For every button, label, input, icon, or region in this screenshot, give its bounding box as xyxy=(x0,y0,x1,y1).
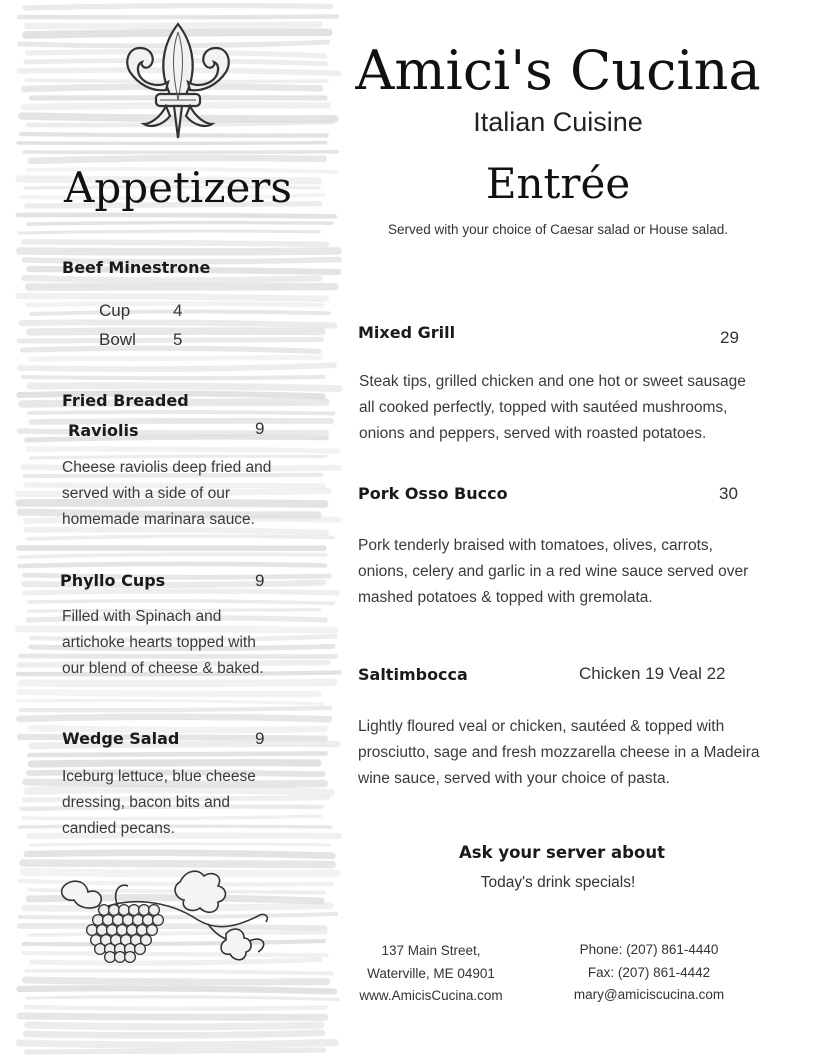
grape xyxy=(97,925,108,936)
scribble-stroke xyxy=(31,357,321,359)
saltimbocca-name: Saltimbocca xyxy=(358,665,468,684)
scribble-stroke xyxy=(24,591,337,593)
scribble-stroke xyxy=(23,348,319,351)
website-link[interactable]: www.AmicisCucina.com xyxy=(359,988,503,1003)
scribble-stroke xyxy=(29,601,333,604)
description-line: served with a side of our xyxy=(62,485,231,502)
scribble-stroke xyxy=(31,844,330,845)
bowl-label: Bowl xyxy=(99,330,136,349)
scribble-stroke xyxy=(20,365,334,369)
scribble-stroke xyxy=(24,278,319,280)
osso-bucco-price: 30 xyxy=(719,484,738,503)
entree-note: Served with your choice of Caesar salad or House salad. xyxy=(388,222,728,237)
description-line: candied pecans. xyxy=(62,820,175,837)
appetizers-heading: Appetizers xyxy=(64,163,292,212)
address-line: 137 Main Street, xyxy=(381,943,481,958)
specials-heading: Ask your server about xyxy=(459,843,665,862)
scribble-stroke xyxy=(27,853,332,856)
scribble-stroke xyxy=(25,6,330,8)
grape xyxy=(129,905,140,916)
scribble-stroke xyxy=(24,242,326,244)
wedge-salad-name: Wedge Salad xyxy=(62,729,180,748)
scribble-stroke xyxy=(28,536,334,539)
grape xyxy=(125,952,136,963)
description-line: artichoke hearts topped with xyxy=(62,634,256,651)
scribble-stroke xyxy=(28,223,332,224)
phone-number: Phone: (207) 861-4440 xyxy=(579,942,719,957)
grape xyxy=(95,944,106,955)
fried-raviolis-name-line2: Raviolis xyxy=(68,421,139,440)
grapes-vine-icon xyxy=(58,866,280,970)
scribble-stroke xyxy=(29,753,325,755)
description-line: Lightly floured veal or chicken, sautéed & topped with xyxy=(358,718,725,735)
grape xyxy=(133,915,144,926)
grape xyxy=(103,915,114,926)
fleur-de-lis-icon xyxy=(122,20,234,142)
description-line: dressing, bacon bits and xyxy=(62,794,231,811)
description-line: Steak tips, grilled chicken and one hot or sweet sausage xyxy=(359,373,746,390)
grape xyxy=(109,905,120,916)
scribble-stroke xyxy=(20,251,338,252)
beef-minestrone-name: Beef Minestrone xyxy=(62,258,211,277)
restaurant-name: Amici's Cucina xyxy=(355,39,761,102)
description-line: mashed potatoes & topped with gremolata. xyxy=(358,589,653,606)
description-line: homemade marinara sauce. xyxy=(62,511,255,528)
grape xyxy=(107,925,118,936)
scribble-stroke xyxy=(18,700,322,704)
mixed-grill-price: 29 xyxy=(720,328,739,347)
scribble-stroke xyxy=(21,682,334,683)
contact-block xyxy=(558,939,740,1007)
osso-bucco-name: Pork Osso Bucco xyxy=(358,484,508,503)
scribble-stroke xyxy=(20,431,327,433)
grape xyxy=(123,915,134,926)
grape xyxy=(117,925,128,936)
phyllo-cups-description xyxy=(62,604,332,682)
scribble-stroke xyxy=(29,412,334,414)
restaurant-tagline: Italian Cuisine xyxy=(473,107,643,137)
description-line: Filled with Spinach and xyxy=(62,608,222,625)
grape xyxy=(87,925,98,936)
description-line: Cheese raviolis deep fried and xyxy=(62,459,272,476)
scribble-stroke xyxy=(28,1025,321,1027)
saltimbocca-description xyxy=(358,714,808,792)
phyllo-cups-price: 9 xyxy=(255,571,265,590)
description-line: wine sauce, served with your choice of pasta. xyxy=(358,770,670,787)
description-line: prosciutto, sage and fresh mozzarella cheese in a Madeira xyxy=(358,744,760,761)
phyllo-cups-name: Phyllo Cups xyxy=(60,571,166,590)
fax-number: Fax: (207) 861-4442 xyxy=(587,964,711,980)
grape xyxy=(147,925,158,936)
scribble-stroke xyxy=(27,997,338,1000)
grape xyxy=(115,952,126,963)
scribble-stroke xyxy=(19,988,334,991)
specials-subtext: Today's drink specials! xyxy=(480,874,636,891)
osso-bucco-description xyxy=(358,533,808,611)
mixed-grill-description xyxy=(359,369,799,447)
description-line: all cooked perfectly, topped with sautéed mushrooms, xyxy=(359,399,728,416)
cup-price: 4 xyxy=(173,301,183,320)
scribble-stroke xyxy=(26,1033,322,1036)
fried-raviolis-price: 9 xyxy=(255,419,265,438)
grape xyxy=(127,925,138,936)
cup-label: Cup xyxy=(99,301,131,320)
scribble-stroke xyxy=(26,1007,325,1009)
wedge-salad-description xyxy=(62,764,332,842)
grape xyxy=(149,905,160,916)
grape xyxy=(135,944,146,955)
scribble-stroke xyxy=(25,980,327,982)
description-line: Iceburg lettuce, blue cheese xyxy=(62,768,256,785)
scribble-stroke xyxy=(19,231,319,233)
mixed-grill-name: Mixed Grill xyxy=(358,323,456,342)
description-line: onions and peppers, served with roasted potatoes. xyxy=(359,425,707,442)
scribble-stroke xyxy=(19,16,337,17)
scribble-stroke xyxy=(23,863,333,865)
description-line: onions, celery and garlic in a red wine sauce served over xyxy=(358,563,749,580)
bowl-price: 5 xyxy=(173,330,183,349)
scribble-stroke xyxy=(19,296,326,299)
scribble-stroke xyxy=(24,152,337,153)
scribble-stroke xyxy=(18,143,326,144)
saltimbocca-price: Chicken 19 Veal 22 xyxy=(579,664,726,683)
scribble-stroke xyxy=(19,717,329,720)
grape xyxy=(143,915,154,926)
fried-raviolis-description xyxy=(62,455,332,533)
entree-heading: Entrée xyxy=(485,159,631,208)
scribble-stroke xyxy=(20,692,318,694)
wedge-salad-price: 9 xyxy=(255,729,265,748)
scribble-stroke xyxy=(30,386,338,389)
scribble-stroke xyxy=(29,449,339,451)
fried-raviolis-name-line1: Fried Breaded xyxy=(62,391,189,410)
scribble-stroke xyxy=(19,340,321,341)
scribble-stroke xyxy=(20,1016,325,1017)
grape xyxy=(99,905,110,916)
grape xyxy=(105,952,116,963)
scribble-stroke xyxy=(21,322,334,325)
scribble-stroke xyxy=(19,554,326,557)
grape xyxy=(93,915,104,926)
address-line: Waterville, ME 04901 xyxy=(367,965,495,981)
address-block xyxy=(340,940,522,1008)
scribble-stroke xyxy=(26,971,332,974)
email-link[interactable]: mary@amiciscucina.com xyxy=(573,987,725,1002)
grape xyxy=(113,915,124,926)
grape xyxy=(153,915,164,926)
scribble-stroke xyxy=(27,1050,324,1052)
grape xyxy=(119,905,130,916)
description-line: Pork tenderly braised with tomatoes, olives, carrots, xyxy=(358,537,713,554)
scribble-stroke xyxy=(23,377,323,378)
description-line: our blend of cheese & baked. xyxy=(62,660,264,677)
grape xyxy=(139,905,150,916)
grape xyxy=(137,925,148,936)
scribble-stroke xyxy=(19,1042,335,1045)
scribble-stroke xyxy=(20,564,326,566)
scribble-stroke xyxy=(21,708,330,711)
